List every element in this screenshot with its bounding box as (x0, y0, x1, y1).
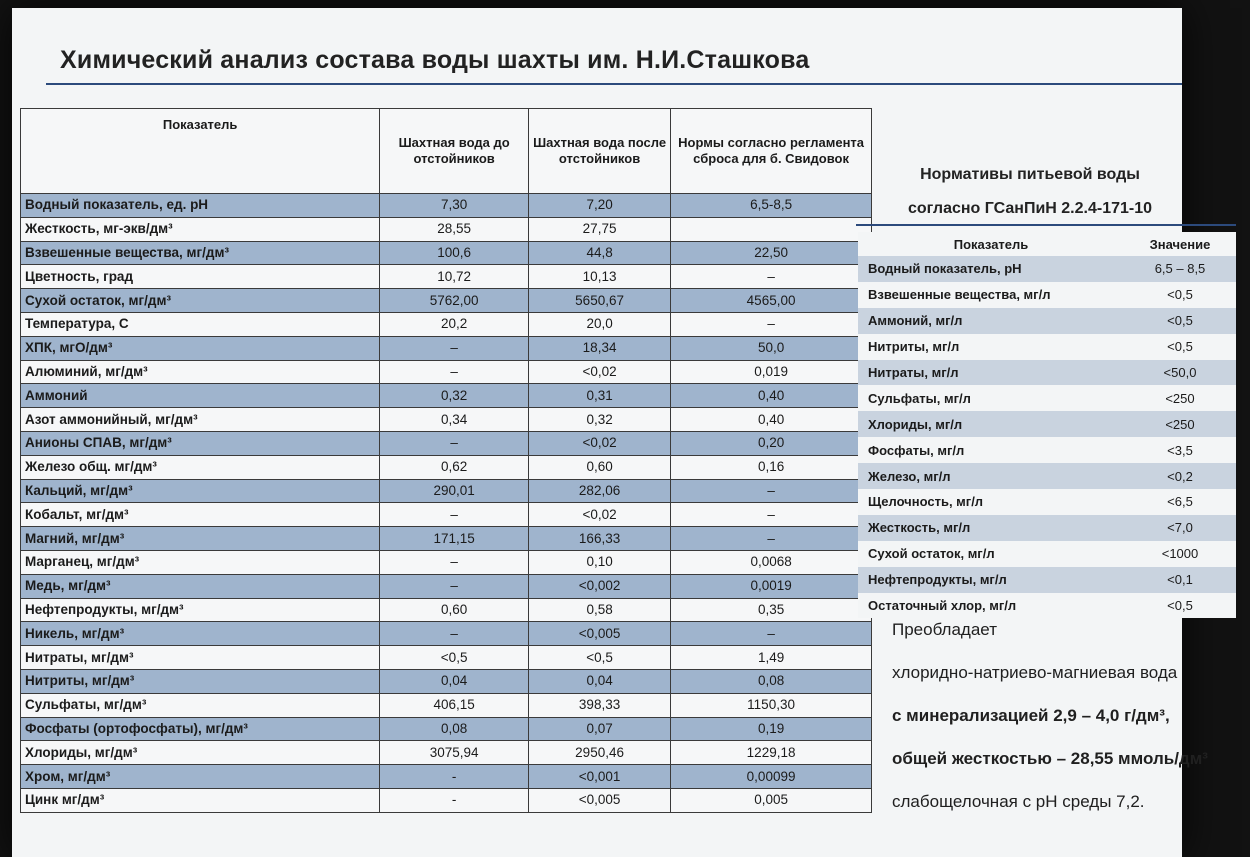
row-name: Цветность, град (21, 265, 380, 289)
norms-row-name: Железо, мг/л (858, 463, 1124, 489)
summary-line-2: хлоридно-натриево-магниевая вода (892, 663, 1178, 682)
row-norm: 0,35 (671, 598, 872, 622)
header-indicator: Показатель (21, 109, 380, 194)
row-name: Алюминий, мг/дм³ (21, 360, 380, 384)
norms-underline (856, 224, 1236, 226)
row-name: Сульфаты, мг/дм³ (21, 693, 380, 717)
summary-line-1: Преобладает (892, 620, 997, 639)
row-name: Температура, С (21, 312, 380, 336)
norms-row (858, 256, 1236, 282)
row-norm: 0,0019 (671, 574, 872, 598)
norms-row (858, 463, 1236, 489)
norms-row-name: Хлориды, мг/л (858, 411, 1124, 437)
norms-row-name: Фосфаты, мг/л (858, 437, 1124, 463)
row-norm: 4565,00 (671, 289, 872, 313)
row-after: 0,07 (528, 717, 670, 741)
row-name: Медь, мг/дм³ (21, 574, 380, 598)
table-row (21, 455, 872, 479)
analysis-table (20, 108, 872, 813)
row-before: 10,72 (380, 265, 529, 289)
row-name: Азот аммонийный, мг/дм³ (21, 408, 380, 432)
page-title: Химический анализ состава воды шахты им. Н.И.Сташкова (60, 46, 810, 74)
row-name: Аммоний (21, 384, 380, 408)
row-name: Магний, мг/дм³ (21, 527, 380, 551)
table-row (21, 717, 872, 741)
norms-row-value: <3,5 (1124, 437, 1236, 463)
row-before: 406,15 (380, 693, 529, 717)
title-underline (46, 83, 1182, 85)
row-norm: 0,40 (671, 408, 872, 432)
analysis-table-body (21, 194, 872, 813)
row-before: – (380, 431, 529, 455)
row-before: – (380, 360, 529, 384)
table-row (21, 574, 872, 598)
norms-row-value: 6,5 – 8,5 (1124, 256, 1236, 282)
analysis-table-header (21, 109, 872, 194)
row-norm: – (671, 479, 872, 503)
row-name: Кальций, мг/дм³ (21, 479, 380, 503)
norms-row-value: <250 (1124, 385, 1236, 411)
norms-table-header (858, 232, 1236, 256)
row-before: 0,60 (380, 598, 529, 622)
row-after: <0,02 (528, 360, 670, 384)
table-row (21, 503, 872, 527)
norms-row-name: Водный показатель, рН (858, 256, 1124, 282)
row-name: Водный показатель, ед. рН (21, 194, 380, 218)
row-after: <0,002 (528, 574, 670, 598)
row-before: - (380, 765, 529, 789)
row-before: 3075,94 (380, 741, 529, 765)
row-name: Нефтепродукты, мг/дм³ (21, 598, 380, 622)
norms-row-value: <0,2 (1124, 463, 1236, 489)
row-before: 20,2 (380, 312, 529, 336)
row-after: <0,005 (528, 622, 670, 646)
norms-row-value: <0,1 (1124, 567, 1236, 593)
table-row (21, 384, 872, 408)
row-norm: – (671, 503, 872, 527)
header-norm: Нормы согласно регламента сброса для б. Свидовок (671, 109, 872, 194)
row-before: 171,15 (380, 527, 529, 551)
table-row (21, 289, 872, 313)
norms-header-indicator: Показатель (858, 232, 1124, 256)
norms-row-value: <0,5 (1124, 334, 1236, 360)
norms-row (858, 515, 1236, 541)
norms-row-name: Нитраты, мг/л (858, 360, 1124, 386)
row-norm: – (671, 622, 872, 646)
table-row (21, 788, 872, 812)
row-before: – (380, 503, 529, 527)
row-after: 0,31 (528, 384, 670, 408)
norms-row-name: Жесткость, мг/л (858, 515, 1124, 541)
norms-row-name: Взвешенные вещества, мг/л (858, 282, 1124, 308)
row-norm: 0,019 (671, 360, 872, 384)
norms-table (858, 232, 1236, 618)
row-norm: 0,00099 (671, 765, 872, 789)
norms-row (858, 282, 1236, 308)
table-row (21, 669, 872, 693)
table-row (21, 360, 872, 384)
row-norm: 50,0 (671, 336, 872, 360)
norms-row (858, 308, 1236, 334)
row-before: 0,34 (380, 408, 529, 432)
table-row (21, 194, 872, 218)
row-name: Фосфаты (ортофосфаты), мг/дм³ (21, 717, 380, 741)
norms-row (858, 385, 1236, 411)
row-name: Хром, мг/дм³ (21, 765, 380, 789)
row-name: Взвешенные вещества, мг/дм³ (21, 241, 380, 265)
row-after: <0,5 (528, 646, 670, 670)
row-after: 0,60 (528, 455, 670, 479)
table-row (21, 622, 872, 646)
row-after: <0,02 (528, 431, 670, 455)
norms-row-value: <0,5 (1124, 593, 1236, 619)
table-row (21, 598, 872, 622)
table-row (21, 646, 872, 670)
norms-row-value: <250 (1124, 411, 1236, 437)
norms-header-value: Значение (1124, 232, 1236, 256)
row-name: Нитриты, мг/дм³ (21, 669, 380, 693)
row-before: 5762,00 (380, 289, 529, 313)
row-name: Нитраты, мг/дм³ (21, 646, 380, 670)
norms-row (858, 360, 1236, 386)
table-row (21, 265, 872, 289)
row-before: <0,5 (380, 646, 529, 670)
norms-row (858, 541, 1236, 567)
table-row (21, 431, 872, 455)
row-name: Хлориды, мг/дм³ (21, 741, 380, 765)
norms-row-name: Нефтепродукты, мг/л (858, 567, 1124, 593)
norms-row-name: Щелочность, мг/л (858, 489, 1124, 515)
norms-row-value: <0,5 (1124, 308, 1236, 334)
row-norm: 0,08 (671, 669, 872, 693)
summary-line-3: с минерализацией 2,9 – 4,0 г/дм³, (892, 706, 1170, 725)
row-name: Кобальт, мг/дм³ (21, 503, 380, 527)
row-before: 290,01 (380, 479, 529, 503)
norms-row-name: Сухой остаток, мг/л (858, 541, 1124, 567)
row-after: 18,34 (528, 336, 670, 360)
row-norm: 0,19 (671, 717, 872, 741)
norms-title-line1: Нормативы питьевой воды (920, 166, 1140, 183)
row-norm: 1,49 (671, 646, 872, 670)
norms-row-value: <0,5 (1124, 282, 1236, 308)
row-after: 0,32 (528, 408, 670, 432)
row-after: 282,06 (528, 479, 670, 503)
summary-text (892, 608, 1208, 823)
row-before: 0,08 (380, 717, 529, 741)
row-after: 44,8 (528, 241, 670, 265)
row-before: – (380, 550, 529, 574)
row-before: - (380, 788, 529, 812)
norms-row (858, 334, 1236, 360)
row-norm: 0,005 (671, 788, 872, 812)
row-name: Сухой остаток, мг/дм³ (21, 289, 380, 313)
row-norm: – (671, 265, 872, 289)
table-row (21, 527, 872, 551)
row-after: 7,20 (528, 194, 670, 218)
norms-row-name: Остаточный хлор, мг/л (858, 593, 1124, 619)
row-before: 7,30 (380, 194, 529, 218)
table-row (21, 550, 872, 574)
table-row (21, 217, 872, 241)
summary-line-4: общей жесткостью – 28,55 ммоль/дм³ (892, 749, 1208, 768)
row-name: Жесткость, мг-экв/дм³ (21, 217, 380, 241)
norms-row (858, 437, 1236, 463)
row-name: Анионы СПАВ, мг/дм³ (21, 431, 380, 455)
norms-row-value: <7,0 (1124, 515, 1236, 541)
row-name: Цинк мг/дм³ (21, 788, 380, 812)
row-norm: 1150,30 (671, 693, 872, 717)
row-after: 10,13 (528, 265, 670, 289)
norms-row-value: <50,0 (1124, 360, 1236, 386)
norms-row-name: Сульфаты, мг/л (858, 385, 1124, 411)
row-after: 0,58 (528, 598, 670, 622)
row-norm: – (671, 527, 872, 551)
row-norm: 0,16 (671, 455, 872, 479)
table-row (21, 408, 872, 432)
norms-row-value: <6,5 (1124, 489, 1236, 515)
table-row (21, 312, 872, 336)
table-row (21, 479, 872, 503)
row-norm: 22,50 (671, 241, 872, 265)
row-after: 0,04 (528, 669, 670, 693)
norms-row-name: Аммоний, мг/л (858, 308, 1124, 334)
row-before: 0,32 (380, 384, 529, 408)
table-row (21, 336, 872, 360)
row-name: Никель, мг/дм³ (21, 622, 380, 646)
norms-table-body (858, 256, 1236, 618)
row-after: 398,33 (528, 693, 670, 717)
row-name: Железо общ. мг/дм³ (21, 455, 380, 479)
row-after: 166,33 (528, 527, 670, 551)
row-before: – (380, 622, 529, 646)
slide (12, 8, 1211, 857)
row-before: 0,62 (380, 455, 529, 479)
row-after: 20,0 (528, 312, 670, 336)
row-before: – (380, 336, 529, 360)
norms-row (858, 489, 1236, 515)
row-after: <0,02 (528, 503, 670, 527)
norms-row (858, 567, 1236, 593)
table-row (21, 241, 872, 265)
row-before: 0,04 (380, 669, 529, 693)
row-before: 100,6 (380, 241, 529, 265)
header-before: Шахтная вода до отстойников (380, 109, 529, 194)
summary-line-5: слабощелочная с рН среды 7,2. (892, 792, 1145, 811)
row-before: 28,55 (380, 217, 529, 241)
norms-row (858, 411, 1236, 437)
norms-title (880, 158, 1180, 226)
row-norm: – (671, 312, 872, 336)
row-name: ХПК, мгО/дм³ (21, 336, 380, 360)
norms-row-value: <1000 (1124, 541, 1236, 567)
row-norm: 6,5-8,5 (671, 194, 872, 218)
row-after: 27,75 (528, 217, 670, 241)
row-norm: 0,20 (671, 431, 872, 455)
row-norm: 1229,18 (671, 741, 872, 765)
table-row (21, 765, 872, 789)
row-name: Марганец, мг/дм³ (21, 550, 380, 574)
row-norm: 0,0068 (671, 550, 872, 574)
norms-title-line2: согласно ГСанПиН 2.2.4-171-10 (907, 200, 1153, 217)
table-row (21, 693, 872, 717)
row-before: – (380, 574, 529, 598)
row-norm (671, 217, 872, 241)
row-norm: 0,40 (671, 384, 872, 408)
table-row (21, 741, 872, 765)
row-after: <0,005 (528, 788, 670, 812)
row-after: 5650,67 (528, 289, 670, 313)
row-after: 2950,46 (528, 741, 670, 765)
row-after: 0,10 (528, 550, 670, 574)
row-after: <0,001 (528, 765, 670, 789)
norms-row-name: Нитриты, мг/л (858, 334, 1124, 360)
header-after: Шахтная вода после отстойников (528, 109, 670, 194)
